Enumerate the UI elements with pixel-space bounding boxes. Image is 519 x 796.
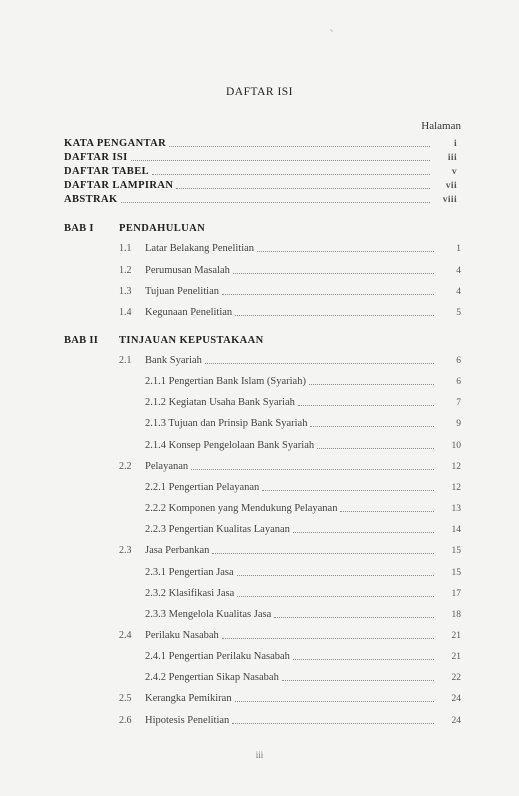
toc-row-section bbox=[145, 243, 461, 254]
toc-page: 14 bbox=[451, 525, 461, 535]
toc-page: 10 bbox=[451, 441, 461, 451]
leader-dots bbox=[222, 638, 434, 639]
toc-row-front bbox=[64, 194, 457, 205]
toc-label: DAFTAR LAMPIRAN bbox=[64, 180, 174, 191]
toc-label: DAFTAR ISI bbox=[64, 152, 128, 163]
toc-page: 1 bbox=[456, 244, 461, 254]
toc-row-subsection bbox=[145, 418, 461, 429]
toc-page: v bbox=[451, 167, 457, 177]
toc-row-section bbox=[145, 630, 461, 641]
toc-page: 24 bbox=[451, 694, 461, 704]
toc-page: viii bbox=[442, 195, 457, 205]
toc-label: 2.2.3 Pengertian Kualitas Layanan bbox=[145, 524, 290, 535]
leader-dots bbox=[121, 202, 430, 203]
toc-page: 18 bbox=[451, 610, 461, 620]
leader-dots bbox=[237, 596, 434, 597]
leader-dots bbox=[191, 469, 434, 470]
section-number: 2.2 bbox=[119, 461, 132, 472]
toc-label: 2.4.1 Pengertian Perilaku Nasabah bbox=[145, 651, 290, 662]
chapter-label: BAB I bbox=[64, 223, 94, 234]
toc-label: 2.1.4 Konsep Pengelolaan Bank Syariah bbox=[145, 440, 315, 451]
scan-speck bbox=[330, 29, 333, 32]
toc-row-front bbox=[64, 180, 457, 191]
leader-dots bbox=[298, 405, 434, 406]
section-number: 2.4 bbox=[119, 630, 132, 641]
toc-row-subsection bbox=[145, 482, 461, 493]
toc-label: Bank Syariah bbox=[145, 355, 202, 366]
toc-page: 5 bbox=[456, 308, 461, 318]
toc-label: 2.1.3 Tujuan dan Prinsip Bank Syariah bbox=[145, 418, 308, 429]
section-number: 1.2 bbox=[119, 265, 132, 276]
toc-page: 22 bbox=[451, 673, 461, 683]
section-number: 1.1 bbox=[119, 243, 132, 254]
toc-row-front bbox=[64, 166, 457, 177]
leader-dots bbox=[176, 188, 430, 189]
toc-label: Hipotesis Penelitian bbox=[145, 715, 230, 726]
section-number: 2.1 bbox=[119, 355, 132, 366]
toc-row-subsection bbox=[145, 588, 461, 599]
toc-row-front bbox=[64, 152, 457, 163]
toc-page: 12 bbox=[451, 483, 461, 493]
toc-label: 2.3.2 Klasifikasi Jasa bbox=[145, 588, 235, 599]
toc-row-subsection bbox=[145, 651, 461, 662]
toc-label: Jasa Perbankan bbox=[145, 545, 210, 556]
leader-dots bbox=[232, 723, 434, 724]
leader-dots bbox=[237, 575, 434, 576]
toc-row-subsection bbox=[145, 609, 461, 620]
leader-dots bbox=[310, 426, 434, 427]
toc-row-subsection bbox=[145, 524, 461, 535]
toc-row-section bbox=[145, 286, 461, 297]
leader-dots bbox=[131, 160, 430, 161]
leader-dots bbox=[152, 174, 430, 175]
toc-row-subsection bbox=[145, 503, 461, 514]
toc-row-subsection bbox=[145, 672, 461, 683]
toc-label: Kerangka Pemikiran bbox=[145, 693, 232, 704]
leader-dots bbox=[274, 617, 434, 618]
toc-page: 12 bbox=[451, 462, 461, 472]
toc-row-section bbox=[145, 355, 461, 366]
toc-page: 4 bbox=[456, 287, 461, 297]
toc-page: 15 bbox=[451, 546, 461, 556]
toc-page: 17 bbox=[451, 589, 461, 599]
toc-label: Perumusan Masalah bbox=[145, 265, 230, 276]
toc-row-section bbox=[145, 545, 461, 556]
toc-label: 2.1.2 Kegiatan Usaha Bank Syariah bbox=[145, 397, 295, 408]
toc-label: 2.4.2 Pengertian Sikap Nasabah bbox=[145, 672, 279, 683]
page-title: DAFTAR ISI bbox=[225, 86, 293, 98]
toc-page: 6 bbox=[456, 356, 461, 366]
toc-label: KATA PENGANTAR bbox=[64, 138, 167, 149]
section-number: 1.4 bbox=[119, 307, 132, 318]
section-number: 2.3 bbox=[119, 545, 132, 556]
toc-label: Latar Belakang Penelitian bbox=[145, 243, 255, 254]
toc-label: DAFTAR TABEL bbox=[64, 166, 150, 177]
leader-dots bbox=[212, 553, 434, 554]
toc-row-subsection bbox=[145, 440, 461, 451]
toc-label: 2.2.1 Pengertian Pelayanan bbox=[145, 482, 260, 493]
toc-label: 2.3.3 Mengelola Kualitas Jasa bbox=[145, 609, 272, 620]
section-number: 1.3 bbox=[119, 286, 132, 297]
toc-row-section bbox=[145, 715, 461, 726]
toc-page: iii bbox=[447, 153, 457, 163]
chapter-title: TINJAUAN KEPUSTAKAAN bbox=[119, 335, 264, 346]
toc-label: Perilaku Nasabah bbox=[145, 630, 219, 641]
toc-page: i bbox=[453, 139, 457, 149]
toc-row-section bbox=[145, 265, 461, 276]
toc-label: 2.3.1 Pengertian Jasa bbox=[145, 567, 234, 578]
toc-row-front bbox=[64, 138, 457, 149]
toc-row-subsection bbox=[145, 376, 461, 387]
toc-label: 2.2.2 Komponen yang Mendukung Pelayanan bbox=[145, 503, 338, 514]
toc-page: 6 bbox=[456, 377, 461, 387]
leader-dots bbox=[293, 659, 434, 660]
section-number: 2.5 bbox=[119, 693, 132, 704]
toc-page: 9 bbox=[456, 419, 461, 429]
toc-row-subsection bbox=[145, 567, 461, 578]
leader-dots bbox=[235, 701, 434, 702]
toc-label: 2.1.1 Pengertian Bank Islam (Syariah) bbox=[145, 376, 306, 387]
halaman-header: Halaman bbox=[421, 120, 461, 132]
toc-page: 21 bbox=[451, 631, 461, 641]
toc-page: 7 bbox=[456, 398, 461, 408]
toc-page: 15 bbox=[451, 568, 461, 578]
leader-dots bbox=[262, 490, 434, 491]
toc-row-section bbox=[145, 461, 461, 472]
leader-dots bbox=[222, 294, 434, 295]
chapter-label: BAB II bbox=[64, 335, 99, 346]
leader-dots bbox=[257, 251, 434, 252]
leader-dots bbox=[282, 680, 434, 681]
toc-label: ABSTRAK bbox=[64, 194, 118, 205]
leader-dots bbox=[293, 532, 434, 533]
leader-dots bbox=[309, 384, 434, 385]
toc-row-section bbox=[145, 693, 461, 704]
toc-label: Kegunaan Penelitian bbox=[145, 307, 233, 318]
toc-page: 24 bbox=[451, 716, 461, 726]
leader-dots bbox=[169, 146, 430, 147]
leader-dots bbox=[317, 448, 434, 449]
toc-page: 21 bbox=[451, 652, 461, 662]
toc-page: 4 bbox=[456, 266, 461, 276]
leader-dots bbox=[235, 315, 434, 316]
leader-dots bbox=[340, 511, 434, 512]
toc-page: 13 bbox=[451, 504, 461, 514]
section-number: 2.6 bbox=[119, 715, 132, 726]
toc-label: Pelayanan bbox=[145, 461, 189, 472]
chapter-title: PENDAHULUAN bbox=[119, 223, 206, 234]
leader-dots bbox=[205, 363, 434, 364]
toc-row-subsection bbox=[145, 397, 461, 408]
leader-dots bbox=[233, 273, 434, 274]
toc-row-section bbox=[145, 307, 461, 318]
toc-label: Tujuan Penelitian bbox=[145, 286, 219, 297]
page-number-footer: iii bbox=[255, 750, 264, 760]
toc-page: vii bbox=[445, 181, 457, 191]
